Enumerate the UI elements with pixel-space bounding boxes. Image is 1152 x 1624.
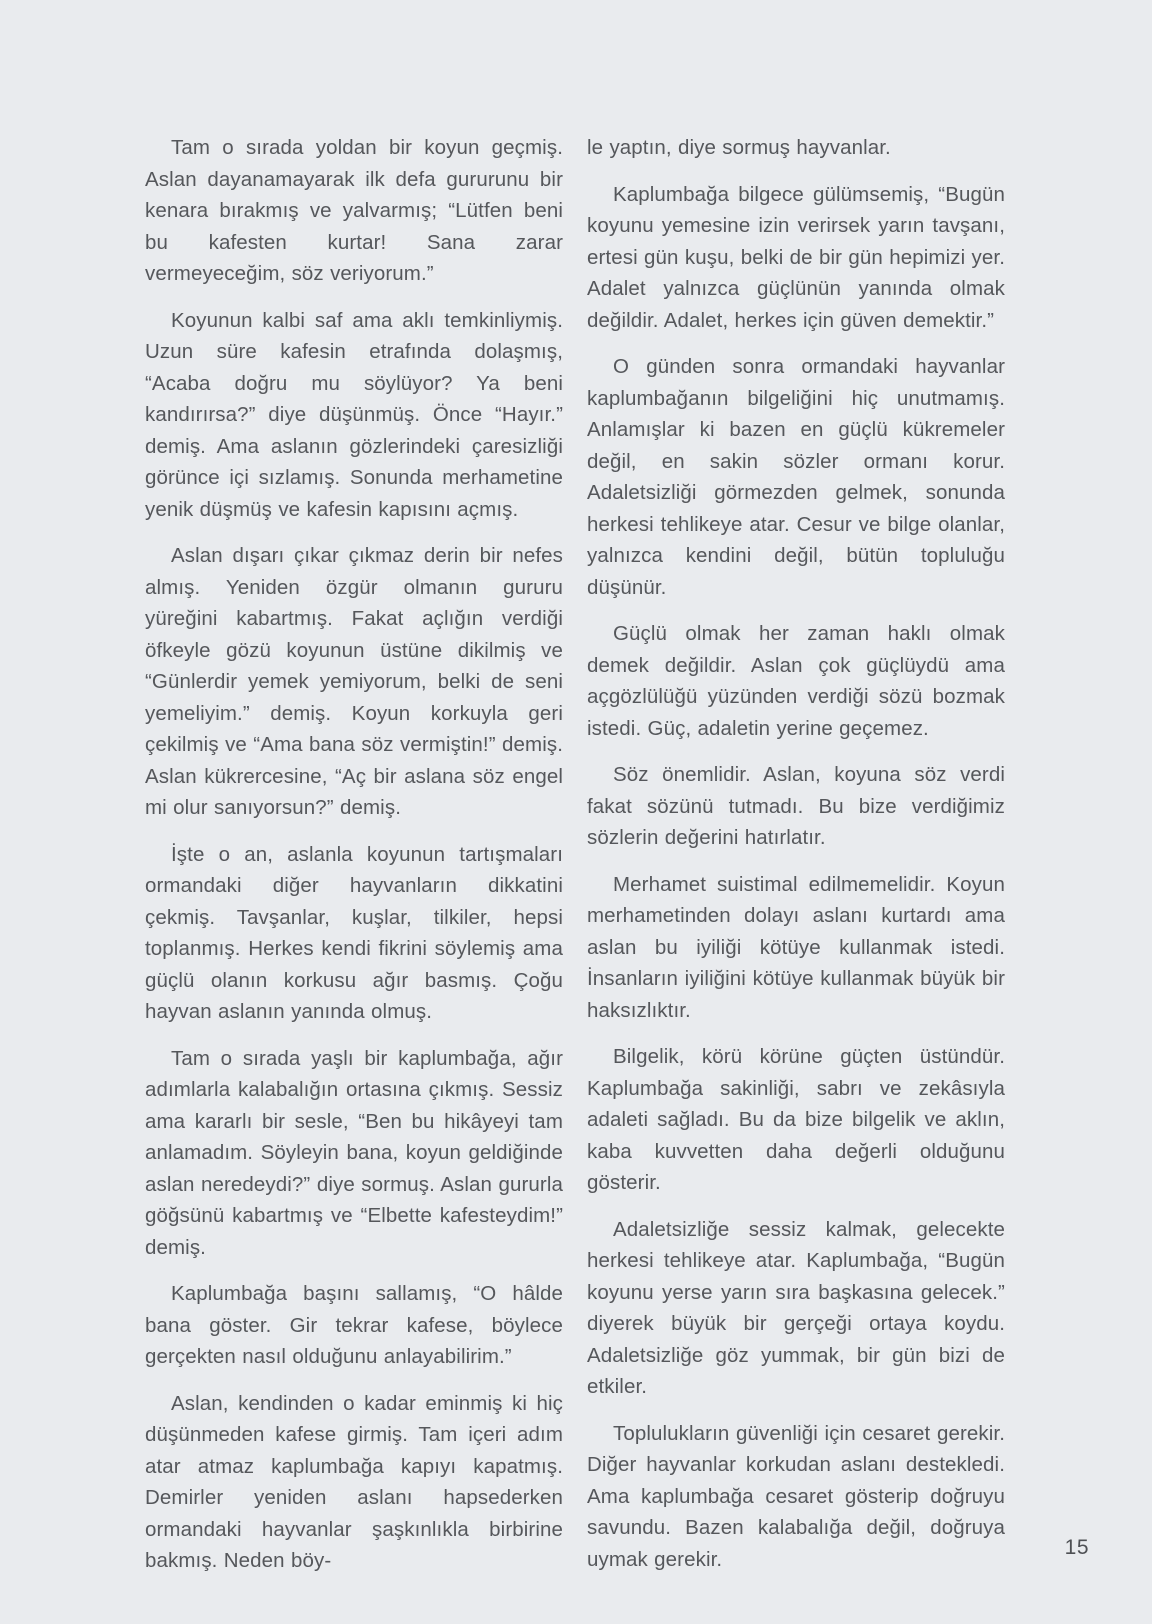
paragraph: Kaplumbağa başını sallamış, “O hâlde bana göster. Gir tekrar kafese, böylece gerçekten nasıl olduğunu anlayabilirim.” <box>145 1282 563 1368</box>
paragraph: Aslan, kendinden o kadar eminmiş ki hiç düşünmeden kafese girmiş. Tam içeri adım atar atmaz kaplumbağa kapıyı kapatmış. Demirler yeniden aslanı hapsederken ormandaki hayvanlar şaşkınlıkla birbirine bakmış. Neden böy- <box>145 1391 563 1572</box>
paragraph: Söz önemlidir. Aslan, koyuna söz verdi fakat sözünü tutmadı. Bu bize verdiğimiz sözlerin değerini hatırlatır. <box>587 763 1005 849</box>
paragraph: İşte o an, aslanla koyunun tartışmaları ormandaki diğer hayvanların dikkatini çekmiş. Tavşanlar, kuşlar, tilkiler, hepsi toplanmış. Herkes kendi fikrini söylemiş ama güçlü olanın korkusu ağır basmış. Çoğu hayvan aslanın yanında olmuş. <box>145 842 563 1023</box>
paragraph: Bilgelik, körü körüne güçten üstündür. Kaplumbağa sakinliği, sabrı ve zekâsıyla adaleti sağladı. Bu da bize bilgelik ve aklın, kaba kuvvetten daha değerli olduğunu gösterir. <box>587 1045 1005 1194</box>
paragraph: Toplulukların güvenliği için cesaret gerekir. Diğer hayvanlar korkudan aslanı destekledi. Ama kaplumbağa cesaret gösterip doğruyu savundu. Bazen kalabalığa değil, doğruya uymak gerekir. <box>587 1421 1005 1571</box>
left-column <box>145 132 563 1592</box>
paragraph: Adaletsizliğe sessiz kalmak, gelecekte herkesi tehlikeye atar. Kaplumbağa, “Bugün koyunu yerse yarın sıra başkasına gelecek.” diyerek büyük bir gerçeği ortaya koydu. Adaletsizliğe göz yummak, bir gün bizi de etkiler. <box>587 1217 1005 1398</box>
paragraph: Tam o sırada yaşlı bir kaplumbağa, ağır adımlarla kalabalığın ortasına çıkmış. Sessiz ama kararlı bir sesle, “Ben bu hikâyeyi tam anlamadım. Söyleyin bana, koyun geldiğinde aslan neredeydi?” diye sormuş. Aslan gururla göğsünü kabartmış ve “Elbette kafesteydim!” demiş. <box>145 1046 563 1259</box>
paragraph: le yaptın, diye sormuş hayvanlar. <box>587 136 891 159</box>
text-block <box>145 132 1005 1592</box>
paragraph: O günden sonra ormandaki hayvanlar kaplumbağanın bilgeliğini hiç unutmamış. Anlamışlar ki bazen en güçlü kükremeler değil, en sakin sözler ormanı korur. Adaletsizliği görmezden gelmek, sonunda herkesi tehlikeye atar. Cesur ve bilge olanlar, yalnızca kendini değil, bütün topluluğu düşünür. <box>587 355 1005 599</box>
right-column <box>587 132 1005 1592</box>
paragraph: Kaplumbağa bilgece gülümsemiş, “Bugün koyunu yemesine izin verirsek yarın tavşanı, ertesi gün kuşu, belki de bir gün hepimizi yer. Adalet yalnızca güçlünün yanında olmak değildir. Adalet, herkes için güven demektir.” <box>587 182 1005 332</box>
paragraph: Aslan dışarı çıkar çıkmaz derin bir nefes almış. Yeniden özgür olmanın gururu yüreğini kabartmış. Fakat açlığın verdiği öfkeyle gözü koyunun üstüne dikilmiş ve “Günlerdir yemek yemiyorum, belki de seni yemeliyim.” demiş. Koyun korkuyla geri çekilmiş ve “Ama bana söz vermiştin!” demiş. Aslan kükrercesine, “Aç bir aslana söz engel mi olur sanıyorsun?” demiş. <box>145 544 563 819</box>
page-number: 15 <box>1064 1536 1089 1559</box>
paragraph: Koyunun kalbi saf ama aklı temkinliymiş. Uzun süre kafesin etrafında dolaşmış, “Acaba doğru mu söylüyor? Ya beni kandırırsa?” diye düşünmüş. Önce “Hayır.” demiş. Ama aslanın gözlerindeki çaresizliği görünce içi sızlamış. Sonunda merhametine yenik düşmüş ve kafesin kapısını açmış. <box>145 308 563 521</box>
paragraph: Merhamet suistimal edilmemelidir. Koyun merhametinden dolayı aslanı kurtardı ama aslan bu iyiliği kötüye kullanmak istedi. İnsanların iyiliğini kötüye kullanmak büyük bir haksızlıktır. <box>587 872 1005 1022</box>
paragraph: Güçlü olmak her zaman haklı olmak demek değildir. Aslan çok güçlüydü ama açgözlülüğü yüzünden verdiği sözü bozmak istedi. Güç, adaletin yerine geçemez. <box>587 622 1005 740</box>
paragraph: Tam o sırada yoldan bir koyun geçmiş. Aslan dayanamayarak ilk defa gururunu bir kenara bırakmış ve yalvarmış; “Lütfen beni bu kafesten kurtar! Sana zarar vermeyeceğim, söz veriyorum.” <box>145 136 563 285</box>
